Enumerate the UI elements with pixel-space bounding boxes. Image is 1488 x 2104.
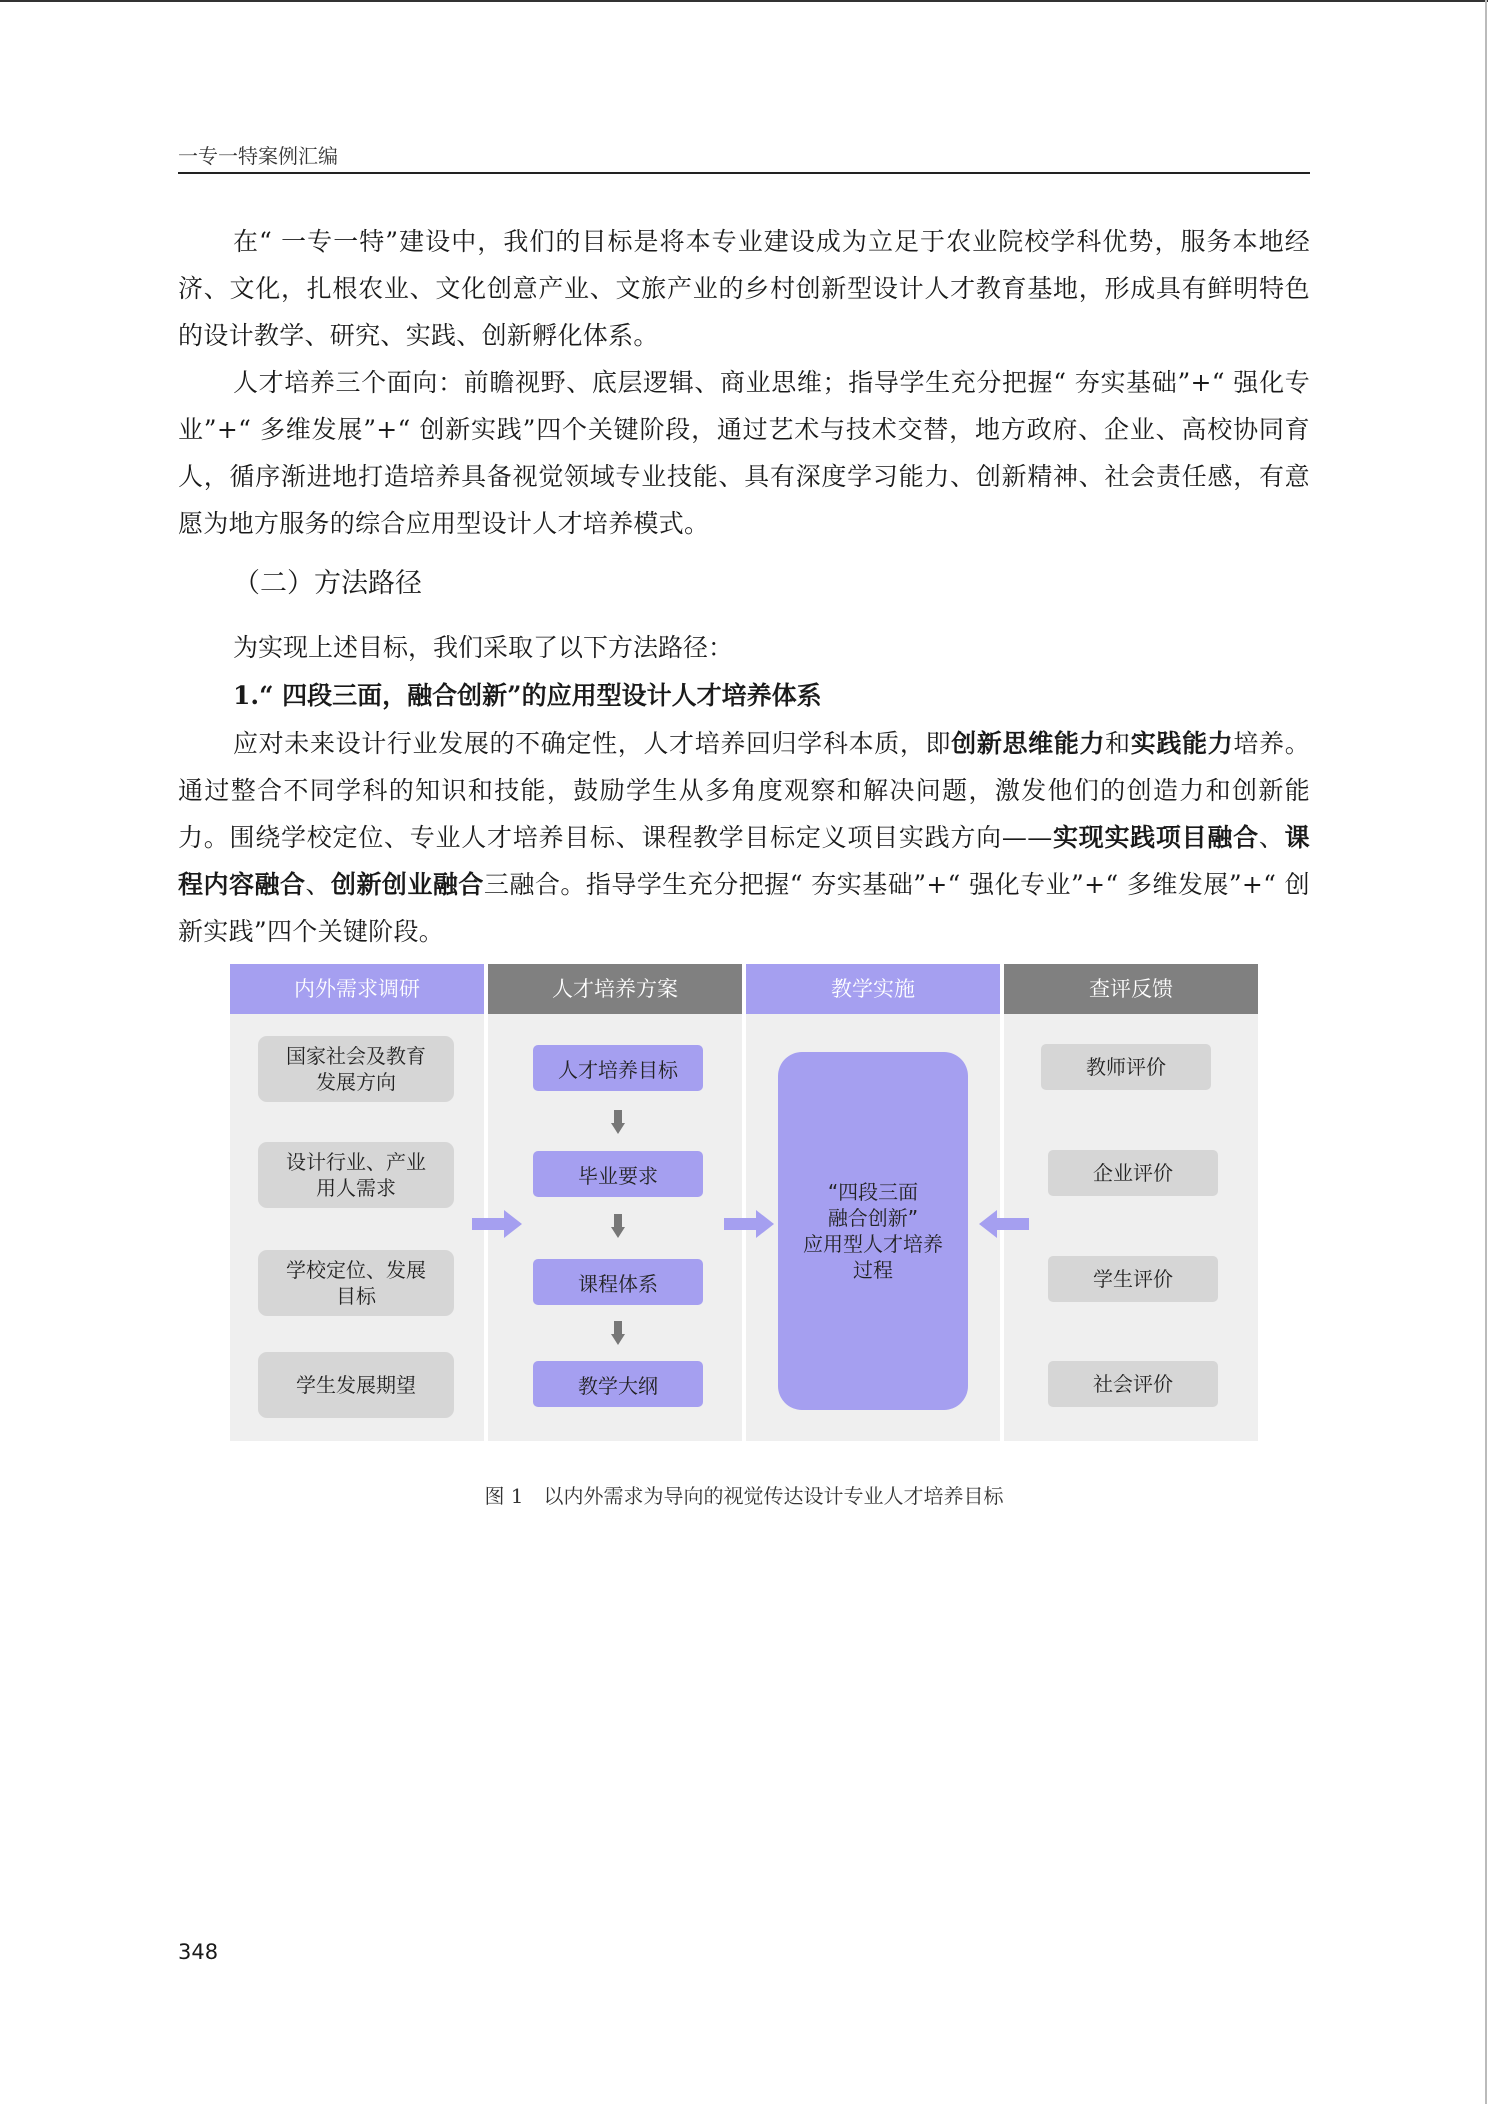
left-arrow-icon [979, 1210, 1029, 1238]
paragraph-three-orientations: 人才培养三个面向：前瞻视野、底层逻辑、商业思维；指导学生充分把握“ 夯实基础”+“ 强化专业”+“ 多维发展”+“ 创新实践”四个关键阶段，通过艺术与技术交替，地方政府、企业、高校协同育人，循序渐进地打造培养具备视觉领域专业技能、具有深度学习能力、创新精神、社会责任感，有意愿为地方服务的综合应用型设计人才培养模式。 [178, 368, 1310, 538]
bold-run: 实践能力 [1130, 729, 1234, 758]
evaluation-item: 社会评价 [1048, 1361, 1218, 1407]
plan-item: 课程体系 [533, 1259, 703, 1305]
evaluation-item: 企业评价 [1048, 1150, 1218, 1196]
text-run: 、 [305, 870, 331, 899]
need-item: 学校定位、发展 目标 [258, 1250, 454, 1316]
need-item: 学生发展期望 [258, 1352, 454, 1418]
paragraph-methods [178, 720, 1310, 955]
center-process-box: “四段三面 融合创新” 应用型人才培养 过程 [778, 1052, 968, 1410]
header-rule [178, 172, 1310, 174]
column-header: 内外需求调研 [230, 964, 484, 1014]
plan-item: 人才培养目标 [533, 1045, 703, 1091]
evaluation-item: 学生评价 [1048, 1256, 1218, 1302]
need-item: 国家社会及教育 发展方向 [258, 1036, 454, 1102]
right-arrow-icon [724, 1210, 774, 1238]
page-number: 348 [178, 1940, 219, 1964]
plan-item: 毕业要求 [533, 1151, 703, 1197]
paragraph-goal: 在“ 一专一特”建设中，我们的目标是将本专业建设成为立足于农业院校学科优势，服务本地经济、文化，扎根农业、文化创意产业、文旅产业的乡村创新型设计人才教育基地，形成具有鲜明特色的设计教学、研究、实践、创新孵化体系。 [178, 227, 1310, 350]
talent-training-diagram [230, 964, 1258, 1441]
text-run: 三融合。指导学生充分把握“ 夯实基础”+“ 强化专业”+“ 多维发展”+“ 创新实践”四个关键阶段。 [178, 870, 1310, 946]
plan-item: 教学大纲 [533, 1361, 703, 1407]
evaluation-item: 教师评价 [1041, 1044, 1211, 1090]
text-run: 和 [1105, 729, 1131, 758]
column-header: 教学实施 [746, 964, 1000, 1014]
column-header: 人才培养方案 [488, 964, 742, 1014]
paragraph-intro-methods: 为实现上述目标，我们采取了以下方法路径： [233, 633, 734, 662]
bold-run: 创新创业融合 [330, 870, 484, 899]
right-arrow-icon [472, 1210, 522, 1238]
text-run: 、 [1258, 823, 1285, 852]
down-arrow-icon [611, 1321, 625, 1345]
figure-caption: 图 1 以内外需求为导向的视觉传达设计专业人才培养目标 [484, 1484, 1004, 1508]
bold-heading: 1.“ 四段三面，融合创新”的应用型设计人才培养体系 [233, 681, 822, 710]
down-arrow-icon [611, 1214, 625, 1238]
top-border [0, 0, 1488, 2]
text-run: 应对未来设计行业发展的不确定性，人才培养回归学科本质，即 [233, 729, 952, 758]
need-item: 设计行业、产业 用人需求 [258, 1142, 454, 1208]
section-subheading: （二）方法路径 [233, 568, 422, 599]
right-border [1485, 0, 1487, 2104]
down-arrow-icon [611, 1110, 625, 1134]
bold-run: 实现实践项目融合 [1052, 823, 1259, 852]
column-header: 查评反馈 [1004, 964, 1258, 1014]
text-run: 培养。通过整合不同学科的知识和技能，鼓励学生从多角度观察和解决问题，激发他们的创造力和创新能力。围绕学校定位、专业人才培养目标、课程教学目标定义项目实践方向—— [178, 729, 1310, 852]
running-head: 一专一特案例汇编 [178, 144, 338, 168]
bold-run: 创新思维能力 [951, 729, 1106, 758]
bold-run: 课程内容融合 [178, 823, 1310, 899]
